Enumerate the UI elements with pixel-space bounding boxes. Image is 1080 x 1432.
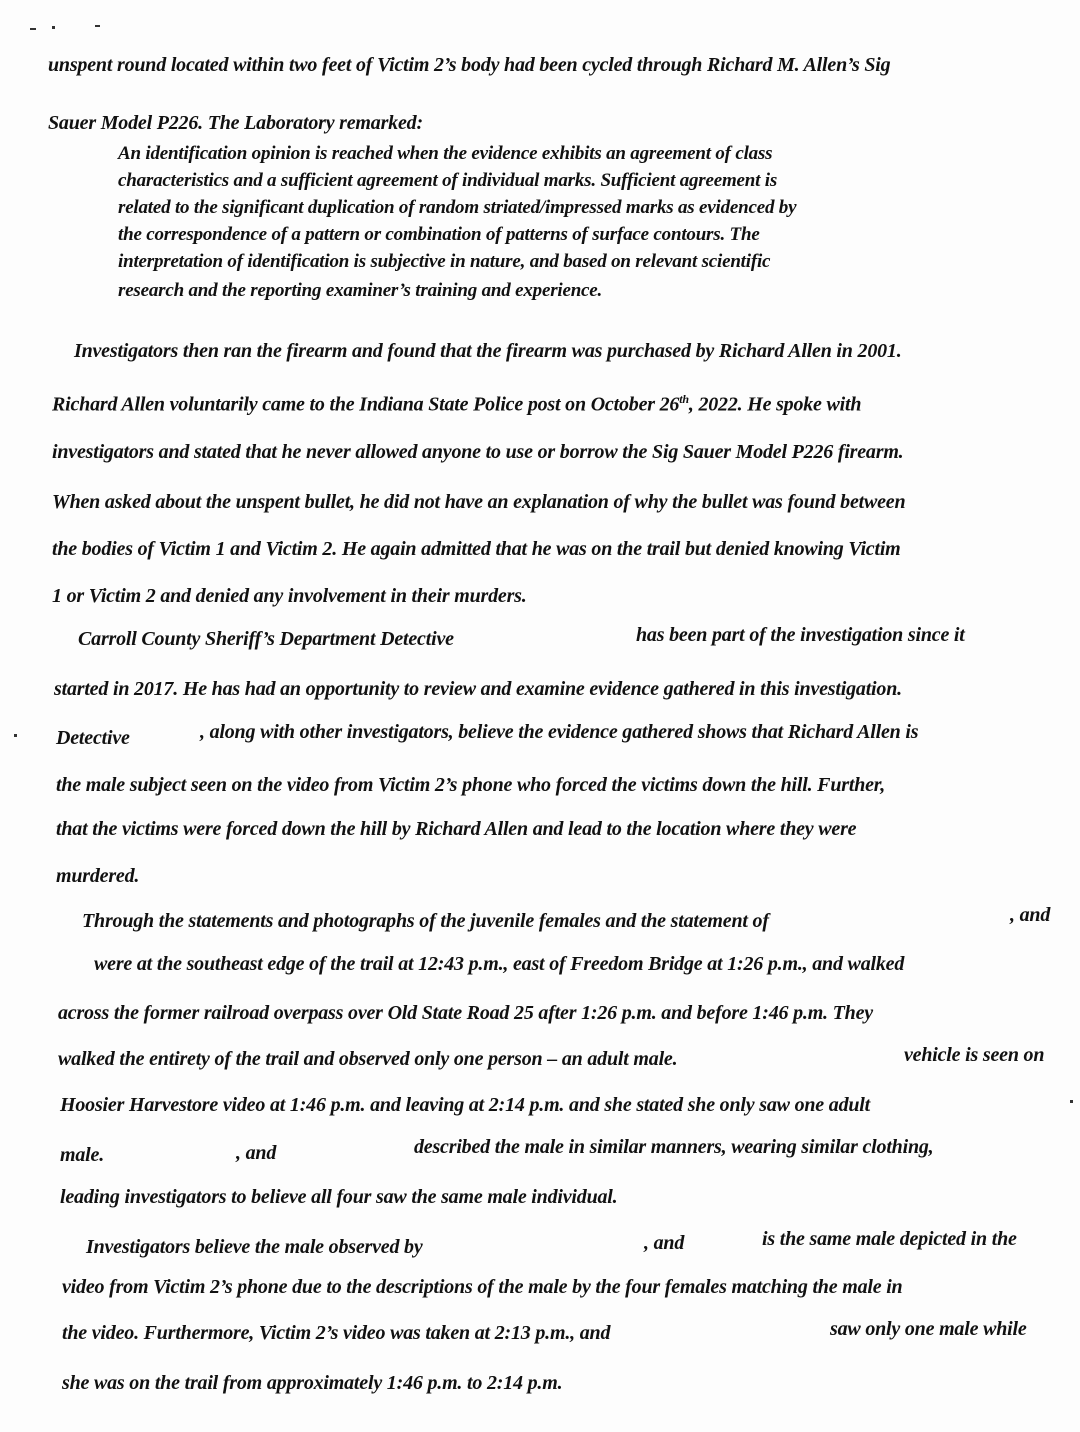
paragraph-line: When asked about the unspent bullet, he did not have an explanation of why the bullet was found between <box>52 491 906 513</box>
paragraph-line: 1 or Victim 2 and denied any involvement in their murders. <box>52 585 527 607</box>
paragraph-line: murdered. <box>56 865 140 887</box>
paragraph-line: video from Victim 2’s phone due to the descriptions of the male by the four females matching the male in <box>62 1276 903 1298</box>
paragraph-line: walked the entirety of the trail and observed only one person – an adult male. <box>58 1048 678 1070</box>
quote-line: interpretation of identification is subjective in nature, and based on relevant scientific <box>118 251 771 272</box>
paragraph-line: Sauer Model P226. The Laboratory remarked: <box>48 112 423 134</box>
scan-artifact <box>52 26 55 29</box>
paragraph-line: male. <box>60 1144 104 1166</box>
paragraph-line <box>52 392 861 417</box>
scan-artifact <box>95 25 100 27</box>
paragraph-line: Investigators then ran the firearm and found that the firearm was purchased by Richard Allen in 2001. <box>74 340 902 362</box>
quote-line: related to the significant duplication of random striated/impressed marks as evidenced by <box>118 197 797 218</box>
superscript: th <box>679 392 689 406</box>
paragraph-line: were at the southeast edge of the trail at 12:43 p.m., east of Freedom Bridge at 1:26 p.m., and walked <box>94 953 905 975</box>
text-run: , 2022. He spoke with <box>688 393 862 416</box>
paragraph-line: the bodies of Victim 1 and Victim 2. He again admitted that he was on the trail but denied knowing Victim <box>52 538 901 560</box>
paragraph-line: Investigators believe the male observed by <box>86 1236 423 1258</box>
paragraph-line: unspent round located within two feet of Victim 2’s body had been cycled through Richard M. Allen’s Sig <box>48 54 891 76</box>
scan-artifact <box>14 734 17 737</box>
paragraph-line: , and <box>236 1142 277 1164</box>
paragraph-line: investigators and stated that he never allowed anyone to use or borrow the Sig Sauer Model P226 firearm. <box>52 441 904 463</box>
paragraph-line: that the victims were forced down the hill by Richard Allen and lead to the location where they were <box>56 818 857 840</box>
paragraph-line: , and <box>1010 904 1051 926</box>
paragraph-line: Carroll County Sheriff’s Department Detective <box>78 628 454 650</box>
paragraph-line: leading investigators to believe all four saw the same male individual. <box>60 1186 618 1208</box>
quote-line: An identification opinion is reached when the evidence exhibits an agreement of class <box>118 143 773 164</box>
paragraph-line: Through the statements and photographs of the juvenile females and the statement of <box>82 910 769 932</box>
paragraph-line: across the former railroad overpass over Old State Road 25 after 1:26 p.m. and before 1:46 p.m. They <box>58 1002 873 1024</box>
text-run: Richard Allen <box>52 393 165 416</box>
paragraph-line: saw only one male while <box>830 1318 1027 1340</box>
paragraph-line: Hoosier Harvestore video at 1:46 p.m. and leaving at 2:14 p.m. and she stated she only saw one adult <box>60 1094 871 1116</box>
quote-line: characteristics and a sufficient agreement of individual marks. Sufficient agreement is <box>118 170 778 191</box>
paragraph-line: the video. Furthermore, Victim 2’s video was taken at 2:13 p.m., and <box>62 1322 611 1344</box>
paragraph-line: started in 2017. He has had an opportunity to review and examine evidence gathered in this investigation. <box>54 678 902 700</box>
scan-artifact <box>1070 1100 1073 1103</box>
paragraph-line: Detective <box>56 727 130 749</box>
paragraph-line: described the male in similar manners, wearing similar clothing, <box>414 1136 934 1158</box>
text-run: voluntarily came to the Indiana State Police post on October 26 <box>169 393 680 416</box>
quote-line: research and the reporting examiner’s training and experience. <box>118 280 603 301</box>
quote-line: the correspondence of a pattern or combination of patterns of surface contours. The <box>118 224 760 245</box>
paragraph-line: has been part of the investigation since it <box>636 624 965 646</box>
paragraph-line: she was on the trail from approximately 1:46 p.m. to 2:14 p.m. <box>62 1372 563 1394</box>
paragraph-line: vehicle is seen on <box>904 1044 1045 1066</box>
paragraph-line: the male subject seen on the video from Victim 2’s phone who forced the victims down the hill. Further, <box>56 774 886 796</box>
paragraph-line: , and <box>644 1232 685 1254</box>
scan-artifact <box>30 28 36 30</box>
paragraph-line: is the same male depicted in the <box>762 1228 1017 1250</box>
paragraph-line: , along with other investigators, believe the evidence gathered shows that Richard Allen is <box>200 721 919 743</box>
